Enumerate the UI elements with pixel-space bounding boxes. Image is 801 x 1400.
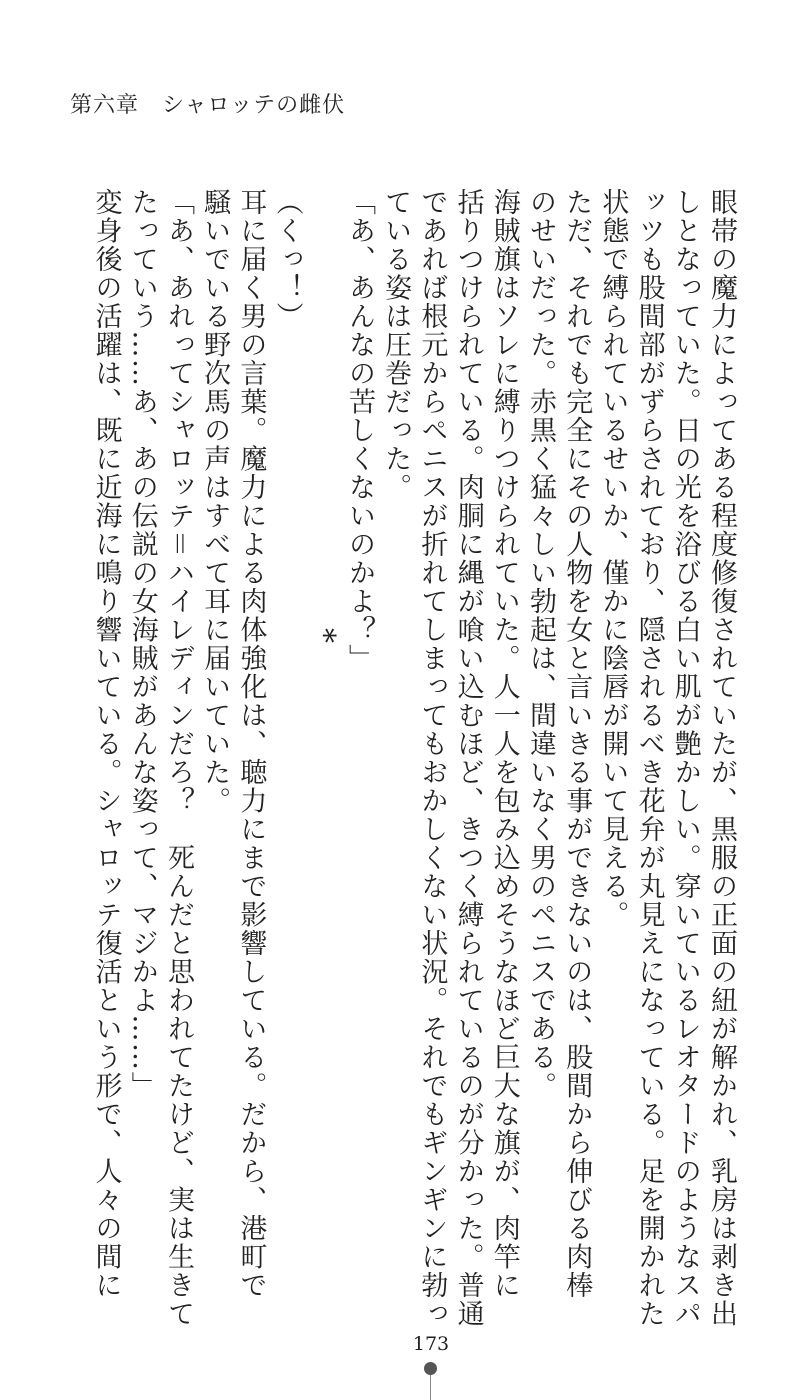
- dialogue-line: 「あ、あんなの苦しくないのかよ？」: [343, 188, 375, 673]
- text-line: ている姿は圧巻だった。: [380, 188, 412, 502]
- page-number: 173: [412, 1333, 450, 1355]
- text-line: 耳に届く男の言葉。魔力による肉体強化は、聴力にまで影響している。だから、港町で: [235, 188, 267, 1300]
- dialogue-line: たっていう……あ、あの伝説の女海賊があんな姿って、マジかよ……」: [126, 188, 158, 1100]
- text-line: 騒いでいる野次馬の声はすべて耳に届いていた。: [199, 188, 231, 815]
- text-line: 眼帯の魔力によってある程度修復されていたが、黒服の正面の紐が解かれ、乳房は剥き出: [706, 188, 737, 1328]
- text-line: しとなっていた。日の光を浴びる白い肌が艶かしい。穿いているレオタードのようなスパ: [669, 188, 701, 1328]
- text-line: 括りつけられている。肉胴に縄が喰い込むほど、きつく縛られているのが分かった。普通: [452, 188, 484, 1328]
- body-text: [87, 188, 739, 1328]
- text-line: のせいだった。赤黒く猛々しい勃起は、間違いなく男のペニスである。: [524, 188, 556, 1100]
- text-line: 状態で縛られているせいか、僅かに陰唇が開いて見える。: [597, 188, 629, 929]
- chapter-header: 第六章 シャロッテの雌伏: [70, 93, 346, 118]
- page-marker-dot: [424, 1362, 437, 1375]
- dialogue-line: 「あ、あれってシャロッテ＝ハイレディンだろ？ 死んだと思われてたけど、実は生きて: [162, 188, 194, 1328]
- text-line: 海賊旗はソレに縛りつけられていた。人一人を包み込めそうなほど巨大な旗が、肉竿に: [488, 188, 520, 1300]
- text-line: 変身後の活躍は、既に近海に鳴り響いている。シャロッテ復活という形で、人々の間に: [90, 188, 122, 1300]
- text-line: ッツも股間部がずらされており、隠されるべき花弁が丸見えになっている。足を開かれた: [633, 188, 665, 1328]
- text-line: ただ、それでも完全にその人物を女と言いきる事ができないのは、股間から伸びる肉棒: [561, 188, 593, 1300]
- text-line: であれば根元からペニスが折れてしまってもおかしくない状況。それでもギンギンに勃っ: [416, 188, 448, 1328]
- scene-break-asterisk: *: [305, 628, 341, 645]
- scene-break: [305, 188, 341, 1138]
- page-marker-line: [430, 1375, 431, 1400]
- thought-line: （くっ！）: [271, 188, 303, 331]
